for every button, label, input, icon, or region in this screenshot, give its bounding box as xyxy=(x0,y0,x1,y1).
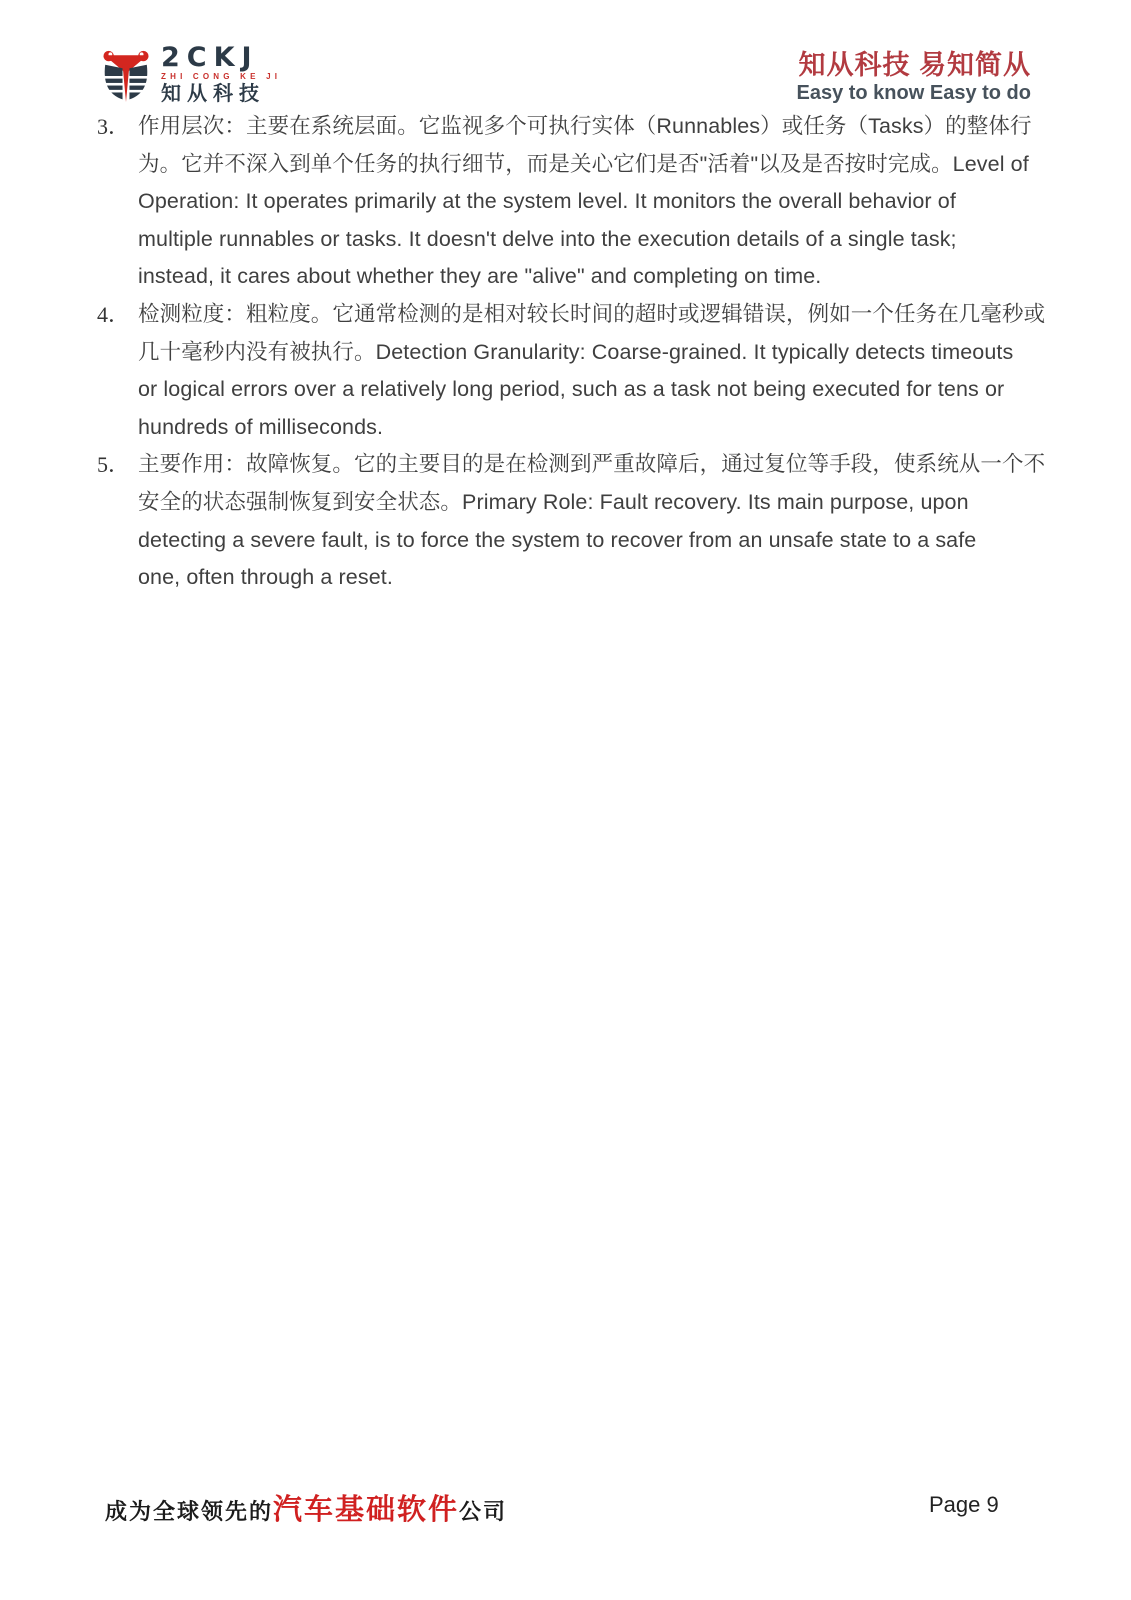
text-line: Operation: It operates primarily at the system level. It monitors the overall behavior of xyxy=(138,189,956,214)
text-line: 为。它并不深入到单个任务的执行细节，而是关心它们是否"活着"以及是否按时完成。Level of xyxy=(138,151,1029,176)
document-body xyxy=(97,108,1057,597)
company-logo xyxy=(100,42,282,106)
logo-owl-icon xyxy=(100,47,152,105)
list-item-3 xyxy=(97,108,1057,296)
list-item-5 xyxy=(97,446,1057,596)
text-line: 作用层次：主要在系统层面。它监视多个可执行实体（Runnables）或任务（Tasks）的整体行 xyxy=(138,114,1032,138)
list-item-text xyxy=(138,446,1057,596)
text-line: 安全的状态强制恢复到安全状态。Primary Role: Fault recovery. Its main purpose, upon xyxy=(138,489,969,514)
list-number: 5． xyxy=(97,452,131,478)
text-line: hundreds of milliseconds. xyxy=(138,414,384,439)
logo-pinyin: ZHI CONG KE JI xyxy=(161,72,282,81)
page-number: Page 9 xyxy=(929,1492,999,1517)
list-number: 3． xyxy=(97,114,131,139)
footer-slogan xyxy=(105,1487,507,1528)
tagline-chinese: 知从科技 易知简从 xyxy=(798,50,1031,80)
list-item-text xyxy=(138,108,1057,296)
slogan-prefix: 成为全球领先的 xyxy=(105,1499,274,1524)
list-item-text xyxy=(138,296,1057,446)
logo-text-block xyxy=(161,42,282,106)
page-header xyxy=(100,42,1031,106)
logo-company-name: 知从科技 xyxy=(161,83,265,105)
text-line: 检测粒度：粗粒度。它通常检测的是相对较长时间的超时或逻辑错误，例如一个任务在几毫秒或 xyxy=(138,301,1046,326)
text-line: multiple runnables or tasks. It doesn't delve into the execution details of a single task; xyxy=(138,226,957,251)
list-number: 4． xyxy=(97,301,131,327)
list-item-4 xyxy=(97,296,1057,446)
text-line: 主要作用：故障恢复。它的主要目的是在检测到严重故障后，通过复位等手段，使系统从一个不 xyxy=(138,452,1046,477)
text-line: or logical errors over a relatively long period, such as a task not being executed for tens or xyxy=(138,377,1005,402)
logo-wordmark: 2CKJ xyxy=(161,42,259,73)
text-line: one, often through a reset. xyxy=(138,565,393,590)
text-line: 几十毫秒内没有被执行。Detection Granularity: Coarse-grained. It typically detects timeouts xyxy=(138,339,1014,364)
text-line: instead, it cares about whether they are "alive" and completing on time. xyxy=(138,264,822,289)
slogan-suffix: 公司 xyxy=(459,1499,508,1524)
slogan-highlight: 汽车基础软件 xyxy=(273,1494,460,1526)
text-line: detecting a severe fault, is to force the system to recover from an unsafe state to a safe xyxy=(138,527,977,552)
tagline-english: Easy to know Easy to do xyxy=(796,82,1031,104)
header-tagline xyxy=(796,50,1031,105)
